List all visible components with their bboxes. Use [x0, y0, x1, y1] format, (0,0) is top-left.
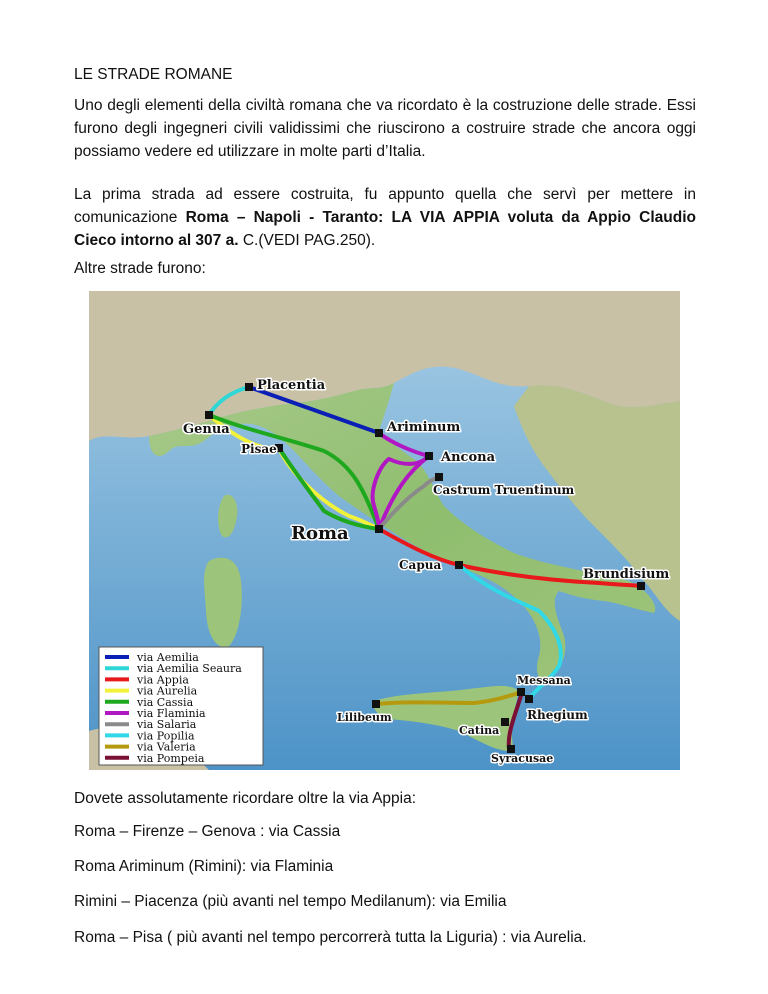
city-messana: Messana: [517, 674, 571, 687]
appia-reference: C.(VEDI PAG.250).: [238, 232, 376, 249]
list-item-emilia: Rimini – Piacenza (più avanti nel tempo Medilanum): via Emilia: [74, 893, 507, 910]
city-capua: Capua: [399, 558, 442, 572]
appia-text: La prima strada ad essere costruita, fu appunto quella che servì per mettere in comunicazione: [74, 186, 696, 226]
legend-label: via Flaminia: [137, 707, 206, 720]
legend-label: via Aemilia Seaura: [137, 662, 242, 676]
city-brundisium: Brundisium: [583, 567, 670, 582]
city-pisae: Pisae: [241, 442, 277, 456]
legend-label: via Aurelia: [137, 684, 198, 698]
legend-label: via Salaria: [137, 718, 197, 732]
legend-label: via Pompeia: [137, 751, 205, 765]
legend-label: via Popilia: [137, 729, 195, 743]
city-rhegium: Rhegium: [527, 708, 588, 722]
legend-label: via Cassia: [137, 695, 194, 709]
page-title: LE STRADE ROMANE: [74, 66, 233, 83]
intro-paragraph: Uno degli elementi della civiltà romana che va ricordato è la costruzione delle strade. Essi furono degli ingegneri civili validissimi che riuscirono a costruire strade che ancora oggi possiamo vedere ed utilizzare in molte parti d’Italia.: [74, 97, 696, 160]
city-ariminum: Ariminum: [387, 420, 461, 435]
map-legend: [99, 647, 263, 765]
city-roma: Roma: [291, 523, 349, 544]
roman-roads-map: [89, 291, 680, 770]
list-intro: Dovete assolutamente ricordare oltre la via Appia:: [74, 790, 417, 807]
legend-label: via Valeria: [137, 740, 196, 754]
legend-label: via Aemilia: [137, 651, 199, 664]
list-item-cassia: Roma – Firenze – Genova : via Cassia: [74, 823, 341, 840]
city-lilibeum: Lilibeum: [337, 711, 392, 724]
city-genua: Genua: [183, 422, 230, 437]
other-roads-heading: Altre strade furono:: [74, 260, 206, 277]
city-catina: Catina: [459, 724, 500, 737]
city-placentia: Placentia: [257, 378, 326, 393]
list-item-aurelia: Roma – Pisa ( più avanti nel tempo percorrerà tutta la Liguria) : via Aurelia.: [74, 929, 587, 946]
city-castrum-truentinum: Castrum Truentinum: [433, 483, 575, 497]
list-item-flaminia: Roma Ariminum (Rimini): via Flaminia: [74, 858, 334, 875]
appia-highlight: Roma – Napoli - Taranto: LA VIA APPIA voluta da Appio Claudio Cieco intorno al 307 a.: [74, 209, 696, 249]
appia-paragraph: [74, 183, 696, 252]
city-ancona: Ancona: [441, 450, 495, 465]
legend-label: via Appia: [137, 673, 189, 687]
city-syracusae: Syracusae: [491, 752, 554, 765]
